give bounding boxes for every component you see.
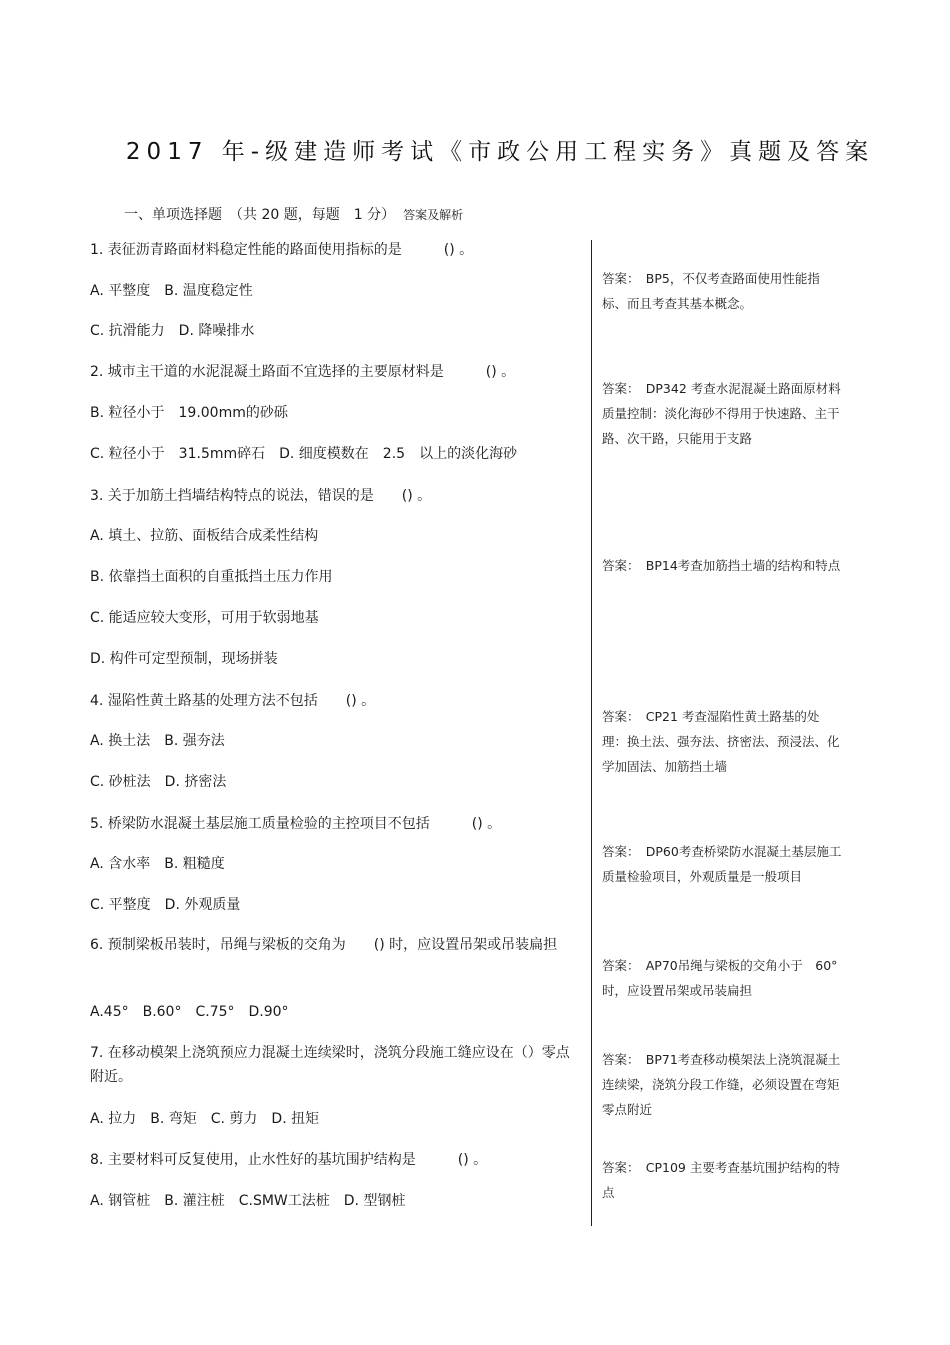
- question-7-stem: 7. 在移动模架上浇筑预应力混凝土连续梁时，浇筑分段施工缝应设在（）零点附近。: [90, 1045, 570, 1085]
- question-5-option-line: C. 平整度 D. 外观质量: [90, 897, 241, 913]
- question-2-stem: 2. 城市主干道的水泥混凝土路面不宜选择的主要原材料是 () 。: [90, 364, 516, 380]
- question-3-option-line: C. 能适应较大变形，可用于软弱地基: [90, 610, 319, 626]
- answer-6: 答案： AP70吊绳与梁板的交角小于 60°时，应设置吊架或吊装扁担: [602, 958, 838, 998]
- question-3-option-line: D. 构件可定型预制，现场拼装: [90, 651, 278, 667]
- question-3-option-line: A. 填土、拉筋、面板结合成柔性结构: [90, 528, 319, 544]
- question-6-stem: 6. 预制梁板吊装时，吊绳与梁板的交角为 () 时，应设置吊架或吊装扁担: [90, 937, 558, 953]
- answer-5: 答案： DP60考查桥梁防水混凝土基层施工质量检验项目，外观质量是一般项目: [602, 844, 842, 884]
- question-2-option-line: B. 粒径小于 19.00mm的砂砾: [90, 405, 288, 421]
- question-3-stem: 3. 关于加筋土挡墙结构特点的说法，错误的是 () 。: [90, 488, 432, 504]
- question-5-stem: 5. 桥梁防水混凝土基层施工质量检验的主控项目不包括 () 。: [90, 816, 502, 832]
- question-1-option-line: C. 抗滑能力 D. 降噪排水: [90, 323, 255, 339]
- question-4-option-line: C. 砂桩法 D. 挤密法: [90, 774, 227, 790]
- question-5-option-line: A. 含水率 B. 粗糙度: [90, 856, 225, 872]
- section-heading: [124, 204, 463, 224]
- answer-3: 答案： BP14考查加筋挡土墙的结构和特点: [602, 558, 841, 573]
- answer-8: 答案： CP109 主要考查基坑围护结构的特点: [602, 1160, 840, 1200]
- question-8-stem: 8. 主要材料可反复使用，止水性好的基坑围护结构是 () 。: [90, 1152, 488, 1168]
- question-7-option-line: A. 拉力 B. 弯矩 C. 剪力 D. 扭矩: [90, 1111, 320, 1127]
- answer-4: 答案： CP21 考查湿陷性黄土路基的处理：换土法、强夯法、挤密法、预浸法、化学加固法、加筋挡土墙: [602, 709, 840, 774]
- document-title: 2017 年-级建造师考试《市政公用工程实务》真题及答案: [125, 139, 875, 165]
- question-4-option-line: A. 换土法 B. 强夯法: [90, 733, 225, 749]
- question-8-option-line: A. 钢管桩 B. 灌注桩 C.SMW工法桩 D. 型钢桩: [90, 1193, 406, 1209]
- answer-2: 答案： DP342 考查水泥混凝土路面原材料质量控制：淡化海砂不得用于快速路、主干路、次干路，只能用于支路: [602, 381, 841, 446]
- section-note: 答案及解析: [403, 208, 464, 222]
- answer-7: 答案： BP71考查移动模架法上浇筑混凝土连续梁，浇筑分段工作缝，必须设置在弯矩零点附近: [602, 1052, 841, 1117]
- question-1-option-line: A. 平整度 B. 温度稳定性: [90, 283, 253, 299]
- answer-1: 答案： BP5，不仅考查路面使用性能指标、而且考查其基本概念。: [602, 271, 820, 311]
- column-divider: [591, 240, 592, 1226]
- question-4-stem: 4. 湿陷性黄土路基的处理方法不包括 () 。: [90, 693, 376, 709]
- section-heading-text: 一、单项选择题 （共 20 题，每题 1 分）: [124, 207, 396, 223]
- question-2-option-line: C. 粒径小于 31.5mm碎石 D. 细度模数在 2.5 以上的淡化海砂: [90, 446, 518, 462]
- question-1-stem: 1. 表征沥青路面材料稳定性能的路面使用指标的是 () 。: [90, 242, 474, 258]
- question-6-option-line: A.45° B.60° C.75° D.90°: [90, 1004, 289, 1020]
- question-3-option-line: B. 依靠挡土面积的自重抵挡土压力作用: [90, 569, 333, 585]
